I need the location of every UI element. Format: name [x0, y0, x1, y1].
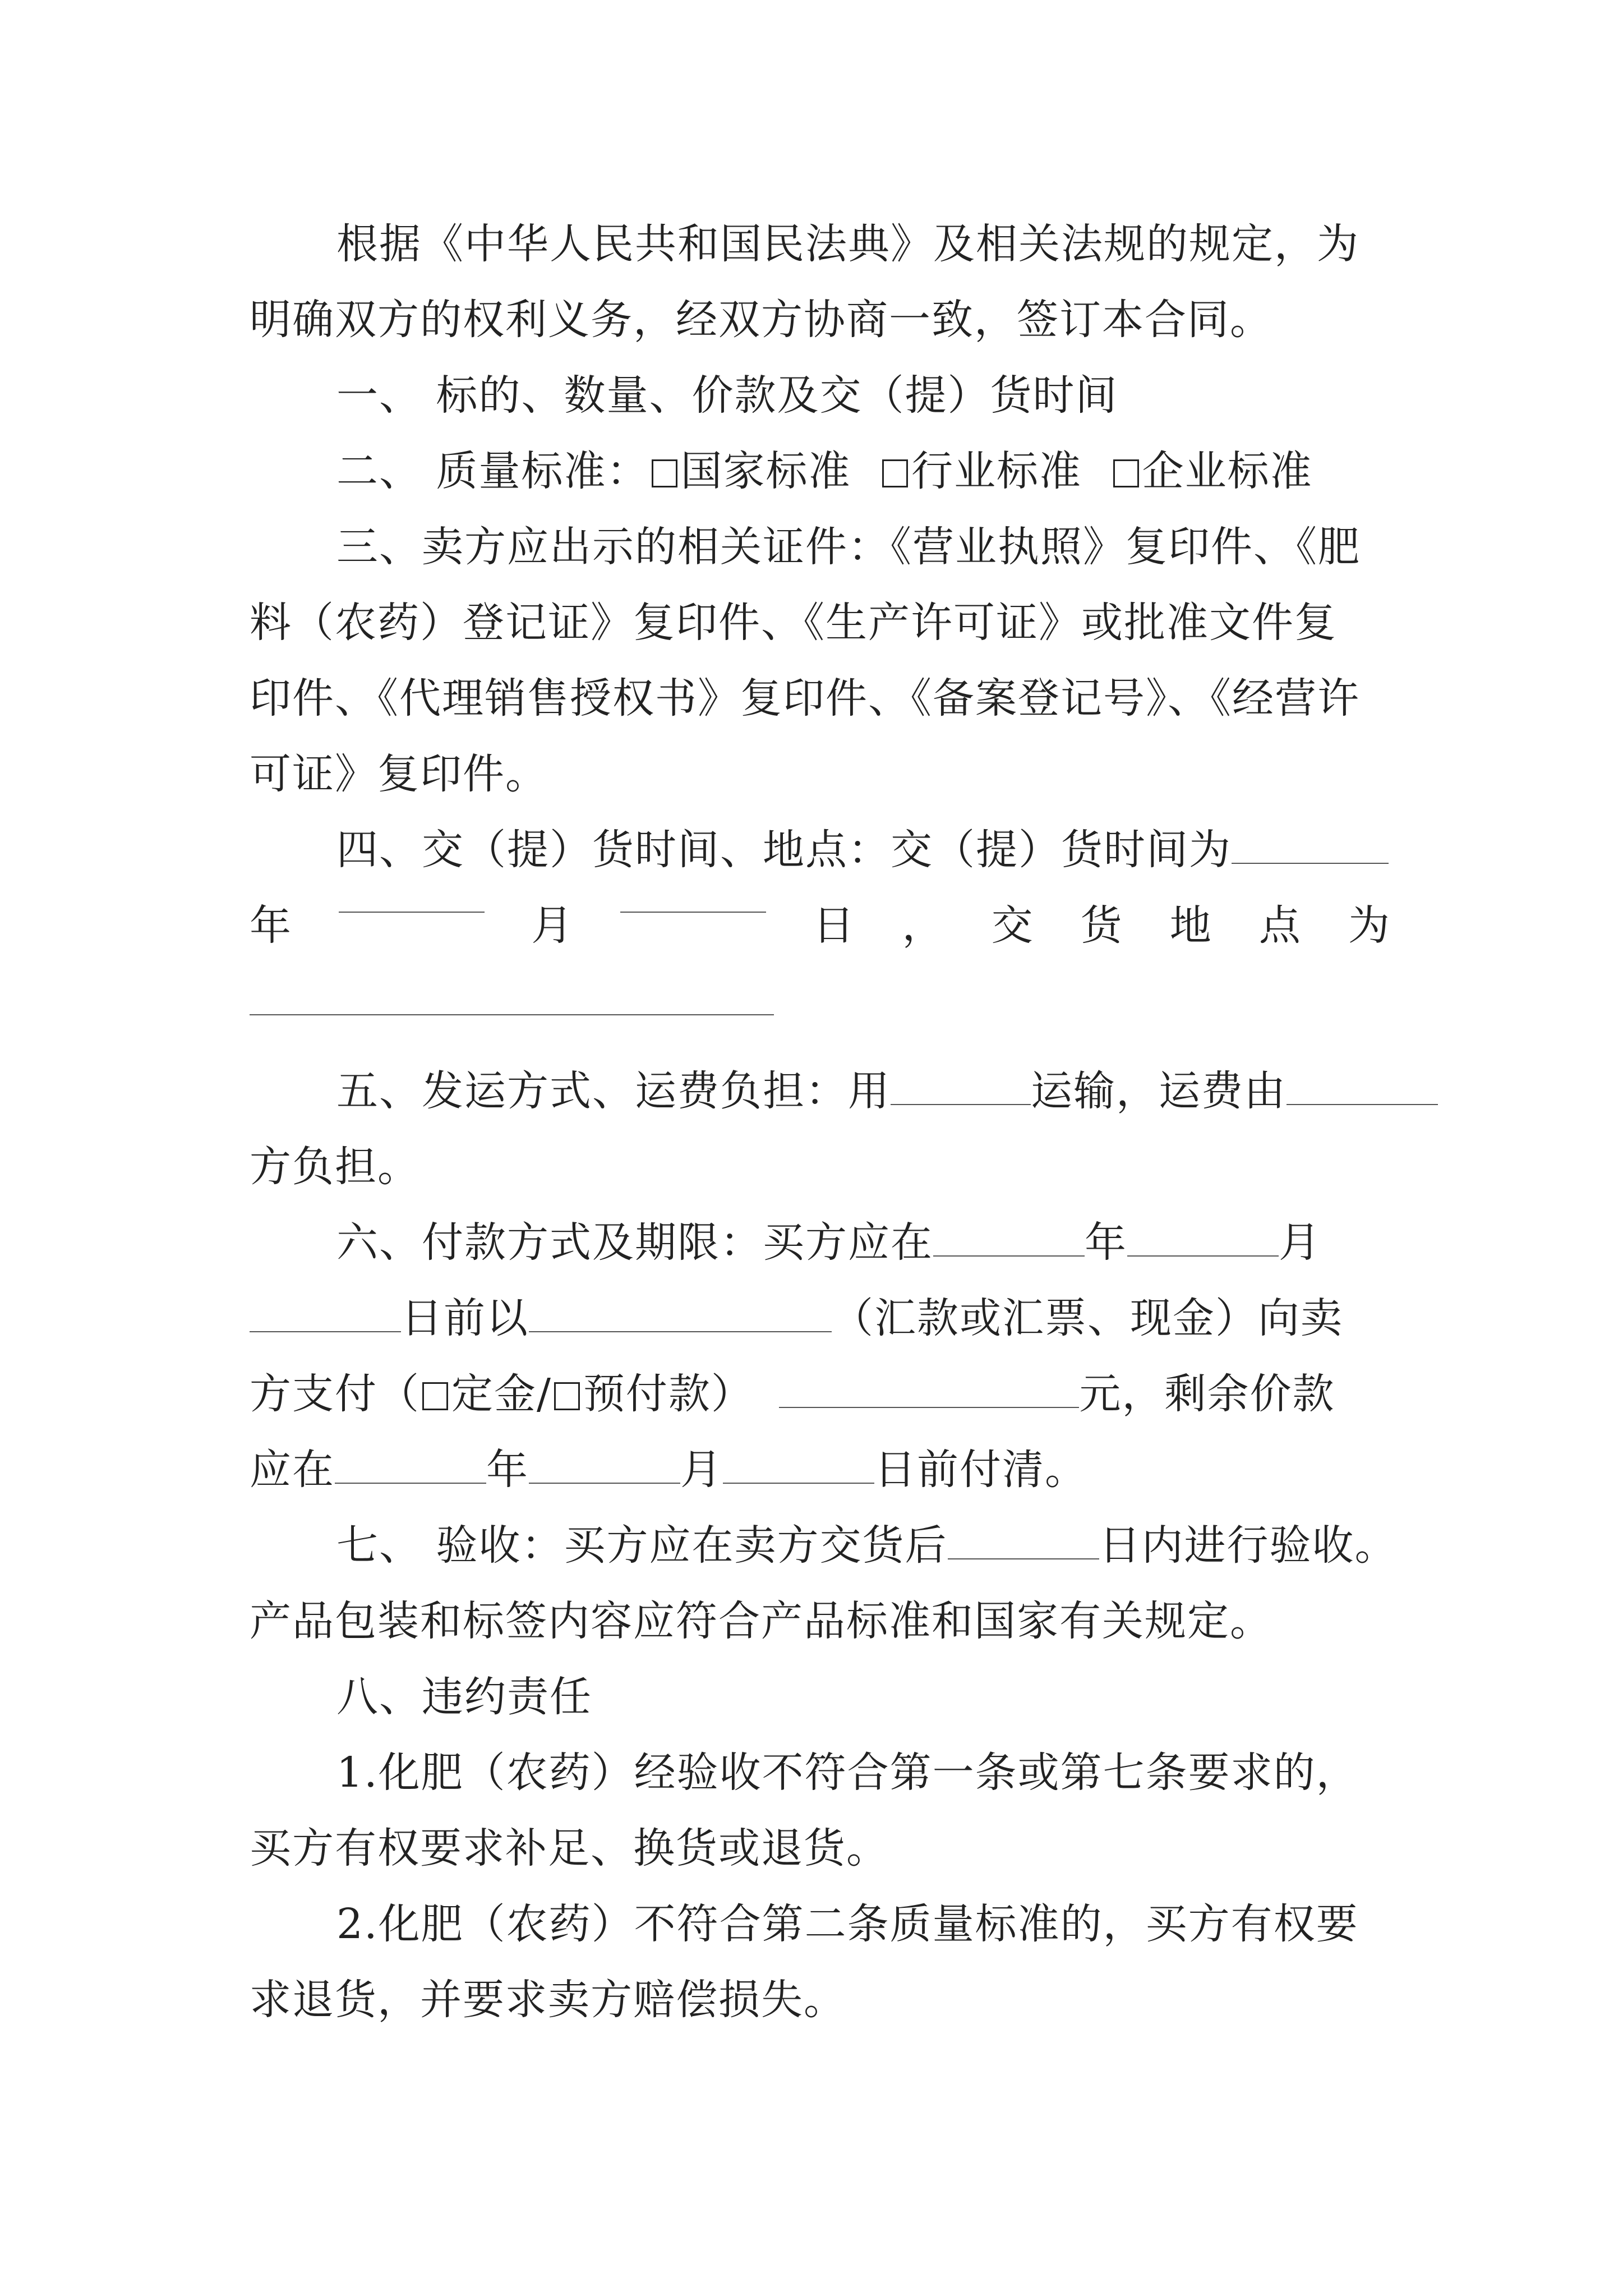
section-3-line-2: 料（农药）登记证》复印件、《生产许可证》或批准文件复 — [250, 599, 1337, 647]
section-3-line-1: 三、卖方应出示的相关证件：《营业执照》复印件、《肥 — [336, 523, 1361, 571]
section-3-line-3: 印件、《代理销售授权书》复印件、《备案登记号》、《经营许 — [250, 674, 1360, 723]
section-6-line-1: 六、付款方式及期限：买方应在 年 月 — [336, 1218, 1321, 1267]
balance-day-blank[interactable] — [723, 1460, 874, 1484]
section-8-item-2-line-1: 2.化肥（农药）不符合第二条质量标准的，买方有权要 — [336, 1900, 1359, 1948]
section-4-line-1: 四、交（提）货时间、地点：交（提）货时间为 — [336, 813, 1391, 886]
section-3-line-4: 可证》复印件。 — [250, 750, 548, 798]
section-8-item-1-line-2: 买方有权要求补足、换货或退货。 — [250, 1824, 889, 1872]
section-5-line-1: 五、发运方式、运费负担：用 运输，运费由 — [336, 1055, 1391, 1128]
balance-year-blank[interactable] — [335, 1460, 486, 1484]
payment-month-blank[interactable] — [1127, 1233, 1279, 1257]
transport-mode-blank[interactable] — [891, 1082, 1031, 1105]
delivery-time-blank[interactable] — [1232, 840, 1389, 864]
checkbox-national-standard[interactable] — [652, 459, 677, 487]
section-6-line-2: 日前以 （汇款或汇票、现金）向卖 — [250, 1282, 1391, 1355]
balance-month-blank[interactable] — [529, 1460, 680, 1484]
intro-line-2: 明确双方的权利义务，经双方协商一致，签订本合同。 — [250, 296, 1272, 344]
section-6-line-3: 方支付（ 定金/ 预付款） 元，剩余价款 — [250, 1370, 1335, 1418]
inspection-days-blank[interactable] — [948, 1536, 1099, 1559]
section-7-line-1: 七、 验收：买方应在卖方交货后 日内进行验收。 — [336, 1521, 1398, 1570]
checkbox-industry-standard[interactable] — [882, 459, 908, 487]
section-6-line-4: 应在 年 月 日前付清。 — [250, 1446, 1087, 1494]
section-1: 一、 标的、数量、价款及交（提）货时间 — [336, 371, 1118, 420]
delivery-place-blank[interactable] — [250, 992, 774, 1015]
section-8-item-2-line-2: 求退货，并要求卖方赔偿损失。 — [250, 1976, 846, 2024]
section-8-title: 八、违约责任 — [336, 1673, 592, 1721]
section-7-line-2: 产品包装和标签内容应符合产品标准和国家有关规定。 — [250, 1597, 1272, 1645]
section-8-item-1-line-1: 1.化肥（农药）经验收不符合第一条或第七条要求的， — [336, 1749, 1359, 1797]
section-5-line-2: 方负担。 — [250, 1143, 420, 1191]
section-4-line-2: 年 月 日 ， 交 货 地 点 为 — [250, 889, 1391, 962]
section-4-line-3 — [250, 965, 1391, 1038]
section-2: 二、 质量标准： 国家标准 行业标准 企业标准 — [336, 447, 1313, 495]
payment-year-blank[interactable] — [933, 1233, 1085, 1257]
delivery-month-blank[interactable] — [620, 889, 766, 913]
delivery-year-blank[interactable] — [339, 889, 485, 913]
checkbox-deposit[interactable] — [422, 1382, 448, 1410]
checkbox-prepayment[interactable] — [554, 1382, 580, 1410]
payment-method-blank[interactable] — [529, 1309, 832, 1332]
intro-line-1: 根据《中华人民共和国民法典》及相关法规的规定，为 — [336, 220, 1359, 268]
checkbox-enterprise-standard[interactable] — [1113, 459, 1139, 487]
freight-party-blank[interactable] — [1287, 1082, 1438, 1105]
payment-day-blank[interactable] — [250, 1309, 401, 1332]
payment-amount-blank[interactable] — [779, 1384, 1079, 1408]
